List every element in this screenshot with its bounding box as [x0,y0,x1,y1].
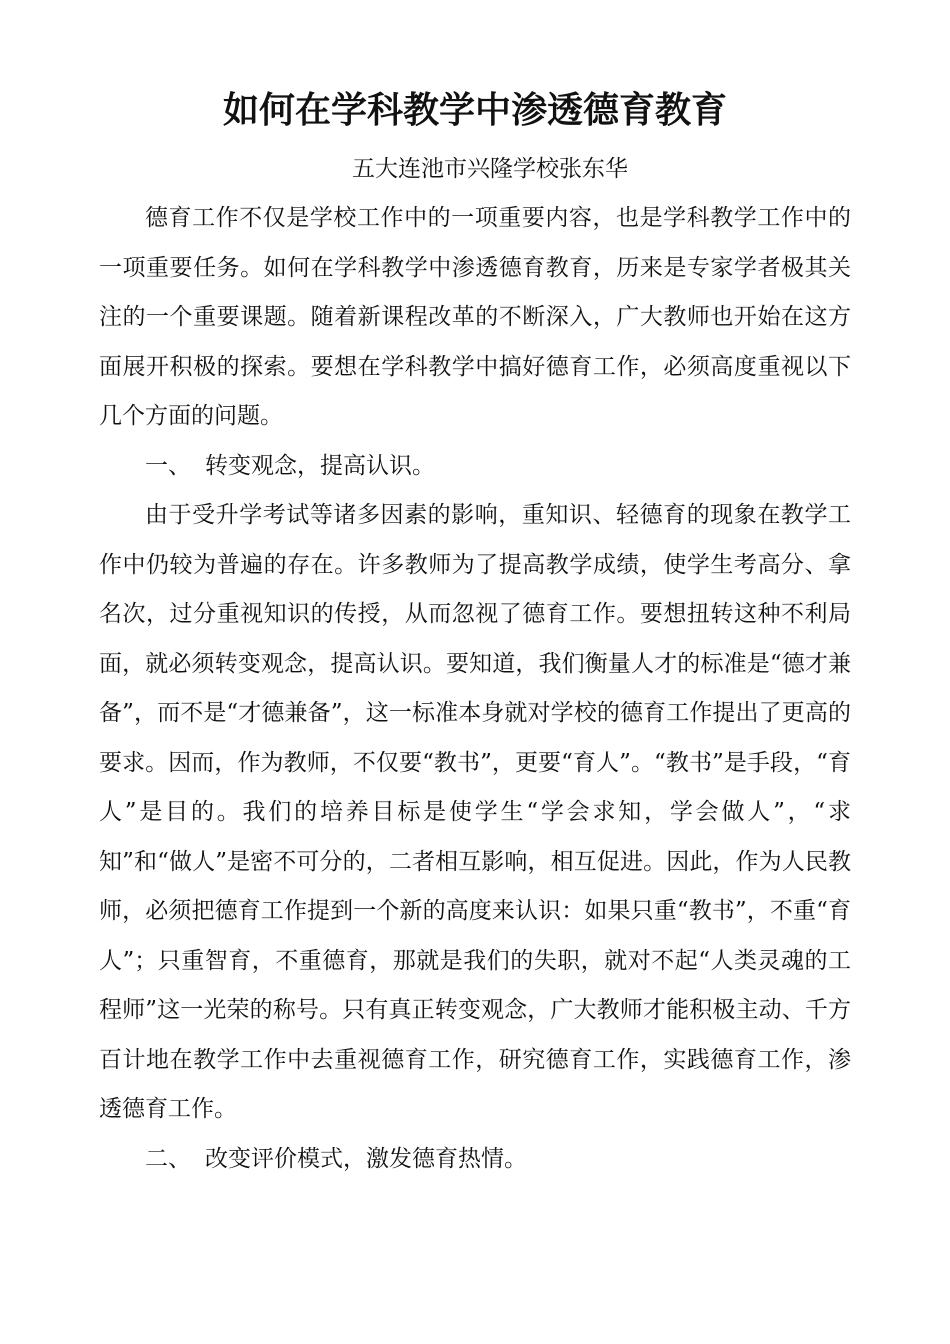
document-author: 五大连池市兴隆学校张东华 [352,156,628,182]
document-title: 如何在学科教学中渗透德育教育 [222,89,727,131]
section-heading-1 [99,442,851,492]
section-heading-text-2: 改变评价模式，激发德育热情。 [205,1145,527,1172]
section-paragraph-1: 由于受升学考试等诸多因素的影响，重知识、轻德育的现象在教学工作中仍较为普遍的存在。许多教师为了提高教学成绩，使学生考高分、拿名次，过分重视知识的传授，从而忽视了德育工作。要想扭转这种不利局面，就必须转变观念，提高认识。要知道，我们衡量人才的标准是“德才兼备”，而不是“才德兼备”，这一标准本身就对学校的德育工作提出了更高的要求。因而，作为教师，不仅要“教书”，更要“育人”。“教书”是手段，“育人”是目的。我们的培养目标是使学生“学会求知，学会做人”，“求知”和“做人”是密不可分的，二者相互影响，相互促进。因此，作为人民教师，必须把德育工作提到一个新的高度来认识：如果只重“教书”，不重“育人”；只重智育，不重德育，那就是我们的失职，就对不起“人类灵魂的工程师”这一光荣的称号。只有真正转变观念，广大教师才能积极主动、千方百计地在教学工作中去重视德育工作，研究德育工作，实践德育工作，渗透德育工作。 [99,502,851,1122]
intro-paragraph: 德育工作不仅是学校工作中的一项重要内容，也是学科教学工作中的一项重要任务。如何在学科教学中渗透德育教育，历来是专家学者极其关注的一个重要课题。随着新课程改革的不断深入，广大教师也开始在这方面展开积极的探索。要想在学科教学中搞好德育工作，必须高度重视以下几个方面的问题。 [99,205,851,429]
section-number-1: 一、 [145,452,191,479]
section-heading-2 [99,1135,851,1185]
document-body [99,194,851,1184]
section-number-2: 二、 [145,1145,191,1172]
section-heading-text-1: 转变观念，提高认识。 [205,452,435,479]
